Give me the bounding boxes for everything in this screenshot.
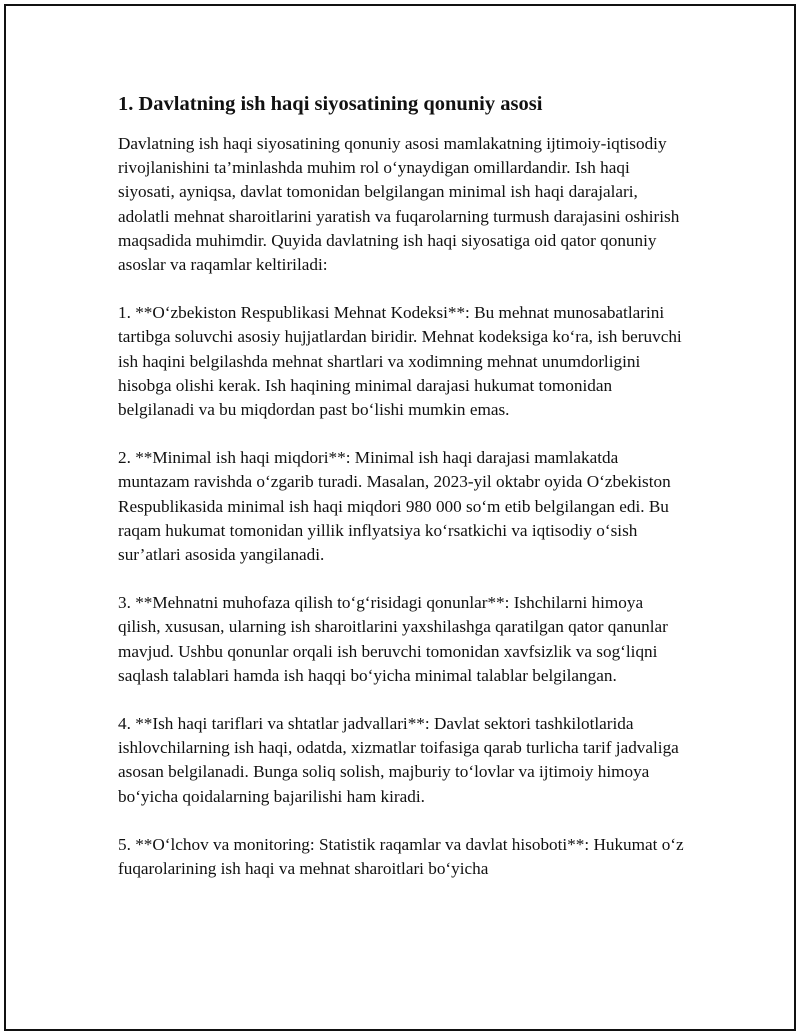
paragraph-labor-code: 1. **O‘zbekiston Respublikasi Mehnat Kodeksi**: Bu mehnat munosabatlarini tartibga soluvchi asosiy hujjatlardan biridir. Mehnat kodeksiga ko‘ra, ish beruvchi ish haqini belgilashda mehnat shartlari va xodimning mehnat unumdorligini hisobga olishi kerak. Ish haqining minimal darajasi hukumat tomonidan belgilanadi va bu miqdordan past bo‘lishi mumkin emas.: [118, 303, 682, 420]
paragraph-monitoring: 5. **O‘lchov va monitoring: Statistik raqamlar va davlat hisoboti**: Hukumat o‘z fuqarolarining ish haqi va mehnat sharoitlari bo‘yicha: [118, 834, 684, 879]
paragraph-labor-protection: 3. **Mehnatni muhofaza qilish to‘g‘risidagi qonunlar**: Ishchilarni himoya qilish, xususan, ularning ish sharoitlarini yaxshilashga qaratilgan qator qanunlar mavjud. Ushbu qonunlar orqali ish beruvchi tomonidan xavfsizlik va sog‘liqni saqlash talablari hamda ish haqqi bo‘yicha minimal talablar belgilangan.: [118, 593, 668, 685]
section-heading: 1. Davlatning ish haqi siyosatining qonuniy asosi: [118, 93, 543, 115]
intro-paragraph: Davlatning ish haqi siyosatining qonuniy asosi mamlakatning ijtimoiy-iqtisodiy rivojlanishini ta’minlashda muhim rol o‘ynaydigan omillardandir. Ish haqi siyosati, ayniqsa, davlat tomonidan belgilangan minimal ish haqi darajalari, adolatli mehnat sharoitlarini yaratish va fuqarolarning turmush darajasini oshirish maqsadida muhimdir. Quyida davlatning ish haqi siyosatiga oid qator qonuniy asoslar va raqamlar keltiriladi:: [118, 134, 680, 275]
paragraph-minimum-wage: 2. **Minimal ish haqi miqdori**: Minimal ish haqi darajasi mamlakatda muntazam ravishda o‘zgarib turadi. Masalan, 2023-yil oktabr oyida O‘zbekiston Respublikasida minimal ish haqi miqdori 980 000 so‘m etib belgilangan edi. Bu raqam hukumat tomonidan yillik inflyatsiya ko‘rsatkichi va iqtisodiy o‘sish sur’atlari asosida yangilanadi.: [118, 448, 671, 565]
document-body: [118, 90, 688, 905]
paragraph-wage-tariffs: 4. **Ish haqi tariflari va shtatlar jadvallari**: Davlat sektori tashkilotlarida ishlovchilarning ish haqi, odatda, xizmatlar toifasiga qarab turlicha tarif jadvaliga asosan belgilanadi. Bunga soliq solish, majburiy to‘lovlar va ijtimoiy himoya bo‘yicha qoidalarning bajarilishi ham kiradi.: [118, 714, 679, 806]
